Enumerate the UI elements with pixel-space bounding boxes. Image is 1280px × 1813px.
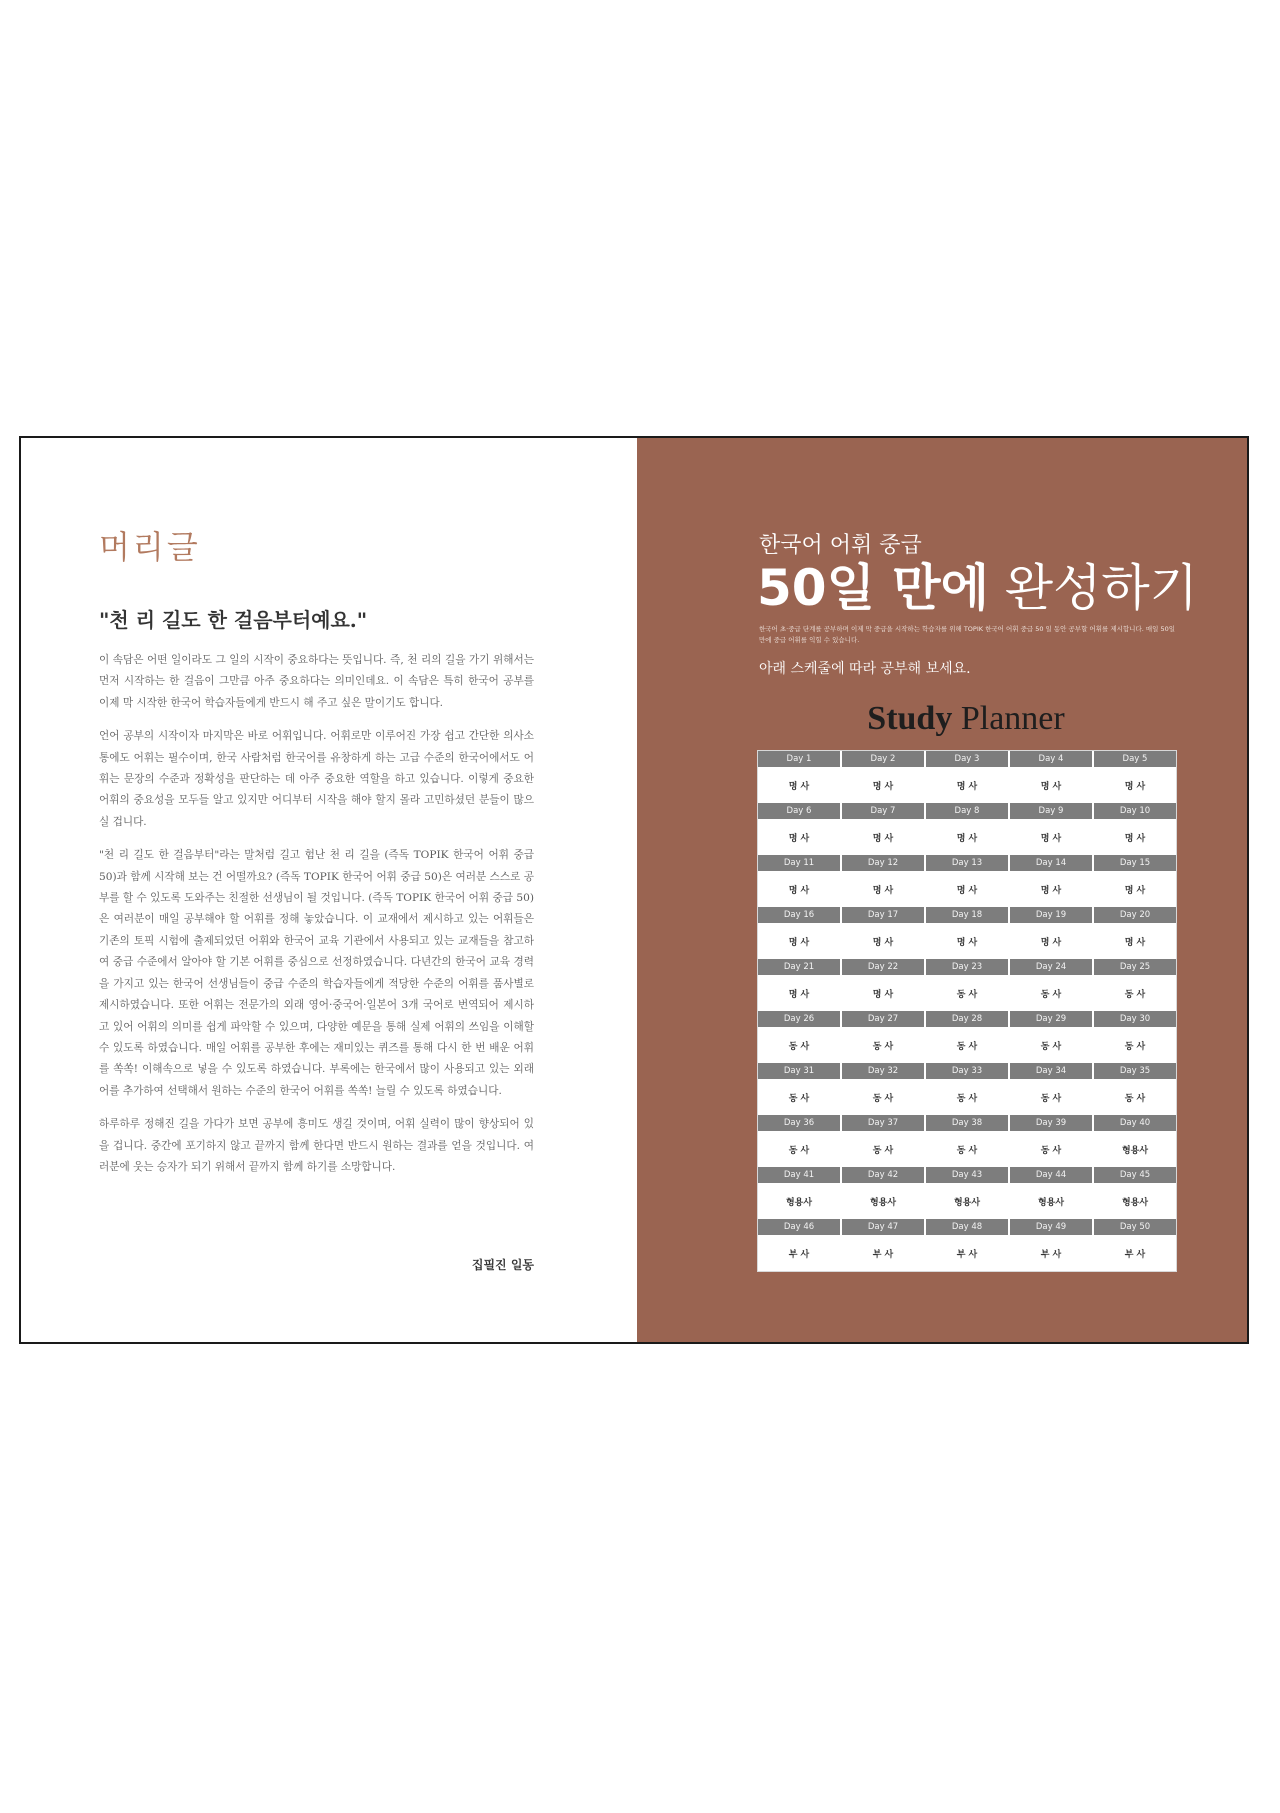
planner-day-pos: 동 사 bbox=[1010, 1131, 1092, 1167]
planner-day-label: Day 5 bbox=[1094, 751, 1176, 767]
planner-day-pos: 명 사 bbox=[758, 923, 840, 959]
planner-day-label: Day 23 bbox=[926, 959, 1008, 975]
planner-day-pos: 동 사 bbox=[1094, 1027, 1176, 1063]
planner-day-label: Day 33 bbox=[926, 1063, 1008, 1079]
planner-day-pos: 형용사 bbox=[758, 1183, 840, 1219]
book-title-bold: 50일 만에 bbox=[757, 559, 989, 617]
planner-day-pos: 명 사 bbox=[758, 975, 840, 1011]
planner-day-pos: 명 사 bbox=[1094, 819, 1176, 855]
planner-day-pos: 명 사 bbox=[1010, 819, 1092, 855]
preface-quote: "천 리 길도 한 걸음부터예요." bbox=[99, 608, 368, 632]
planner-day-label: Day 44 bbox=[1010, 1167, 1092, 1183]
planner-day-pos: 부 사 bbox=[926, 1235, 1008, 1271]
planner-page bbox=[637, 438, 1247, 1342]
planner-day-label: Day 25 bbox=[1094, 959, 1176, 975]
planner-day-pos: 부 사 bbox=[1010, 1235, 1092, 1271]
planner-day-pos: 부 사 bbox=[842, 1235, 924, 1271]
planner-day-label: Day 2 bbox=[842, 751, 924, 767]
planner-day-label: Day 41 bbox=[758, 1167, 840, 1183]
planner-day-pos: 형용사 bbox=[842, 1183, 924, 1219]
planner-day-label: Day 47 bbox=[842, 1219, 924, 1235]
planner-day-label: Day 43 bbox=[926, 1167, 1008, 1183]
planner-day-label: Day 18 bbox=[926, 907, 1008, 923]
planner-day-pos: 부 사 bbox=[758, 1235, 840, 1271]
planner-day-pos: 동 사 bbox=[842, 1079, 924, 1115]
planner-day-label: Day 24 bbox=[1010, 959, 1092, 975]
planner-day-pos: 명 사 bbox=[926, 819, 1008, 855]
preface-title: 머리글 bbox=[99, 528, 201, 566]
planner-day-pos: 동 사 bbox=[842, 1027, 924, 1063]
planner-day-label: Day 19 bbox=[1010, 907, 1092, 923]
planner-day-label: Day 29 bbox=[1010, 1011, 1092, 1027]
planner-day-pos: 동 사 bbox=[1094, 975, 1176, 1011]
planner-day-pos: 동 사 bbox=[842, 1131, 924, 1167]
planner-day-pos: 명 사 bbox=[842, 871, 924, 907]
planner-day-pos: 명 사 bbox=[926, 871, 1008, 907]
planner-day-label: Day 9 bbox=[1010, 803, 1092, 819]
book-description: 한국어 초·중급 단계를 공부하며 이제 막 중급을 시작하는 학습자를 위해 TOPIK 한국어 어휘 중급 50 일 동안 공부할 어휘를 제시합니다. 매일 50일 만에 중급 어휘를 익힐 수 있습니다. bbox=[759, 625, 1176, 644]
planner-day-pos: 동 사 bbox=[758, 1079, 840, 1115]
planner-day-pos: 명 사 bbox=[758, 871, 840, 907]
planner-day-pos: 동 사 bbox=[1010, 1079, 1092, 1115]
preface-page bbox=[21, 438, 637, 1342]
planner-day-label: Day 16 bbox=[758, 907, 840, 923]
preface-paragraph: "천 리 길도 한 걸음부터"라는 말처럼 길고 험난 천 리 길을 (즉독 TOPIK 한국어 어휘 중급 50)과 함께 시작해 보는 건 어떨까요? (즉독 TOPIK 한국어 어휘 중급 50)은 여러분 스스로 공부를 할 수 있도록 도와주는 친절한 선생님이 될 것입니다. (즉독 TOPIK 한국어 어휘 중급 50)은 여러분이 매일 공부해야 할 어휘를 정해 놓았습니다. 이 교재에서 제시하고 있는 어휘들은 기존의 토픽 시험에 출제되었던 어휘와 한국어 교육 기관에서 사용되고 있는 교재들을 참고하여 중급 수준에서 알아야 할 기본 어휘를 중심으로 선정하였습니다. 다년간의 한국어 교육 경력을 가지고 있는 한국어 선생님들이 중급 수준의 학습자들에게 적당한 수준의 어휘를 품사별로 제시하였습니다. 또한 어휘는 전문가의 외래 영어·중국어·일본어 3개 국어로 번역되어 제시하고 있어 어휘의 의미를 쉽게 파악할 수 있으며, 다양한 예문을 통해 실제 어휘의 쓰임을 이해할 수 있도록 하였습니다. 매일 어휘를 공부한 후에는 재미있는 퀴즈를 통해 다시 한 번 배운 어휘를 쏙쏙! 이해속으로 넣을 수 있도록 하였습니다. 부록에는 한국에서 많이 사용되고 있는 외래어를 추가하여 선택해서 원하는 수준의 한국어 어휘를 쏙쏙! 늘릴 수 있도록 하였습니다. bbox=[99, 849, 534, 1097]
planner-day-pos: 명 사 bbox=[758, 767, 840, 803]
planner-day-pos: 형용사 bbox=[1010, 1183, 1092, 1219]
planner-day-label: Day 15 bbox=[1094, 855, 1176, 871]
planner-day-label: Day 26 bbox=[758, 1011, 840, 1027]
planner-day-label: Day 34 bbox=[1010, 1063, 1092, 1079]
planner-day-pos: 명 사 bbox=[926, 767, 1008, 803]
planner-title-light: Planner bbox=[952, 700, 1065, 737]
planner-day-label: Day 39 bbox=[1010, 1115, 1092, 1131]
planner-day-label: Day 20 bbox=[1094, 907, 1176, 923]
planner-day-label: Day 10 bbox=[1094, 803, 1176, 819]
planner-day-label: Day 40 bbox=[1094, 1115, 1176, 1131]
planner-day-label: Day 31 bbox=[758, 1063, 840, 1079]
planner-day-pos: 동 사 bbox=[926, 1131, 1008, 1167]
study-planner-grid bbox=[757, 750, 1177, 1272]
book-title-light: 완성하기 bbox=[988, 559, 1198, 617]
planner-day-pos: 명 사 bbox=[926, 923, 1008, 959]
planner-day-label: Day 21 bbox=[758, 959, 840, 975]
planner-day-label: Day 6 bbox=[758, 803, 840, 819]
planner-day-pos: 명 사 bbox=[1010, 767, 1092, 803]
planner-day-pos: 명 사 bbox=[1010, 923, 1092, 959]
planner-day-pos: 형용사 bbox=[1094, 1183, 1176, 1219]
planner-day-pos: 명 사 bbox=[842, 767, 924, 803]
planner-day-label: Day 4 bbox=[1010, 751, 1092, 767]
planner-day-pos: 동 사 bbox=[1010, 1027, 1092, 1063]
planner-day-label: Day 45 bbox=[1094, 1167, 1176, 1183]
planner-day-pos: 명 사 bbox=[1010, 871, 1092, 907]
planner-title bbox=[757, 700, 1175, 738]
planner-day-pos: 형용사 bbox=[1094, 1131, 1176, 1167]
planner-day-pos: 형용사 bbox=[926, 1183, 1008, 1219]
planner-day-label: Day 38 bbox=[926, 1115, 1008, 1131]
planner-day-pos: 동 사 bbox=[758, 1131, 840, 1167]
preface-signature: 집필진 일동 bbox=[471, 1258, 534, 1272]
planner-day-label: Day 14 bbox=[1010, 855, 1092, 871]
planner-day-pos: 명 사 bbox=[758, 819, 840, 855]
planner-day-label: Day 32 bbox=[842, 1063, 924, 1079]
planner-day-pos: 명 사 bbox=[842, 819, 924, 855]
planner-day-label: Day 3 bbox=[926, 751, 1008, 767]
planner-day-label: Day 48 bbox=[926, 1219, 1008, 1235]
planner-day-label: Day 22 bbox=[842, 959, 924, 975]
planner-day-label: Day 42 bbox=[842, 1167, 924, 1183]
planner-instruction: 아래 스케줄에 따라 공부해 보세요. bbox=[759, 661, 971, 677]
planner-day-label: Day 12 bbox=[842, 855, 924, 871]
book-title bbox=[757, 558, 1198, 618]
planner-day-label: Day 36 bbox=[758, 1115, 840, 1131]
preface-paragraph: 언어 공부의 시작이자 마지막은 바로 어휘입니다. 어휘로만 이루어진 가장 쉽고 간단한 의사소통에도 어휘는 필수이며, 한국 사람처럼 한국어를 유창하게 하는 고급 수준의 한국어에서도 어휘는 문장의 수준과 정확성을 판단하는 데 아주 중요한 역할을 하고 있습니다. 이렇게 중요한 어휘의 중요성을 모두들 알고 있지만 어디부터 시작을 해야 할지 몰라 고민하셨던 분들이 많으실 겁니다. bbox=[99, 730, 534, 828]
planner-day-pos: 명 사 bbox=[1094, 767, 1176, 803]
planner-day-pos: 명 사 bbox=[842, 923, 924, 959]
planner-day-pos: 부 사 bbox=[1094, 1235, 1176, 1271]
planner-day-label: Day 30 bbox=[1094, 1011, 1176, 1027]
planner-day-pos: 동 사 bbox=[926, 1079, 1008, 1115]
planner-day-pos: 명 사 bbox=[1094, 923, 1176, 959]
planner-day-pos: 동 사 bbox=[926, 975, 1008, 1011]
planner-day-label: Day 8 bbox=[926, 803, 1008, 819]
planner-day-pos: 명 사 bbox=[842, 975, 924, 1011]
preface-paragraph: 하루하루 정해진 길을 가다가 보면 공부에 흥미도 생길 것이며, 어휘 실력이 많이 향상되어 있을 겁니다. 중간에 포기하지 않고 끝까지 함께 한다면 반드시 원하는 결과를 얻을 것입니다. 여러분에 웃는 승자가 되기 위해서 끝까지 함께 하기를 소망합니다. bbox=[99, 1118, 534, 1173]
book-spread bbox=[19, 436, 1249, 1344]
planner-day-label: Day 13 bbox=[926, 855, 1008, 871]
planner-day-label: Day 11 bbox=[758, 855, 840, 871]
planner-day-label: Day 37 bbox=[842, 1115, 924, 1131]
planner-title-bold: Study bbox=[867, 700, 953, 737]
planner-day-pos: 명 사 bbox=[1094, 871, 1176, 907]
planner-day-label: Day 7 bbox=[842, 803, 924, 819]
planner-day-pos: 동 사 bbox=[1010, 975, 1092, 1011]
preface-paragraph: 이 속담은 어떤 일이라도 그 일의 시작이 중요하다는 뜻입니다. 즉, 천 리의 길을 가기 위해서는 먼저 시작하는 한 걸음이 그만큼 아주 중요하다는 의미인데요. 이 속담은 특히 한국어 공부를 이제 막 시작한 한국어 학습자들에게 반드시 해 주고 싶은 말이기도 합니다. bbox=[99, 654, 534, 709]
planner-day-label: Day 28 bbox=[926, 1011, 1008, 1027]
preface-body bbox=[99, 650, 534, 1190]
planner-day-label: Day 49 bbox=[1010, 1219, 1092, 1235]
planner-day-pos: 동 사 bbox=[758, 1027, 840, 1063]
planner-day-label: Day 17 bbox=[842, 907, 924, 923]
planner-day-label: Day 27 bbox=[842, 1011, 924, 1027]
planner-day-label: Day 50 bbox=[1094, 1219, 1176, 1235]
planner-day-pos: 동 사 bbox=[1094, 1079, 1176, 1115]
planner-day-label: Day 1 bbox=[758, 751, 840, 767]
planner-day-label: Day 35 bbox=[1094, 1063, 1176, 1079]
planner-day-pos: 동 사 bbox=[926, 1027, 1008, 1063]
book-subtitle: 한국어 어휘 중급 bbox=[759, 533, 922, 558]
planner-day-label: Day 46 bbox=[758, 1219, 840, 1235]
